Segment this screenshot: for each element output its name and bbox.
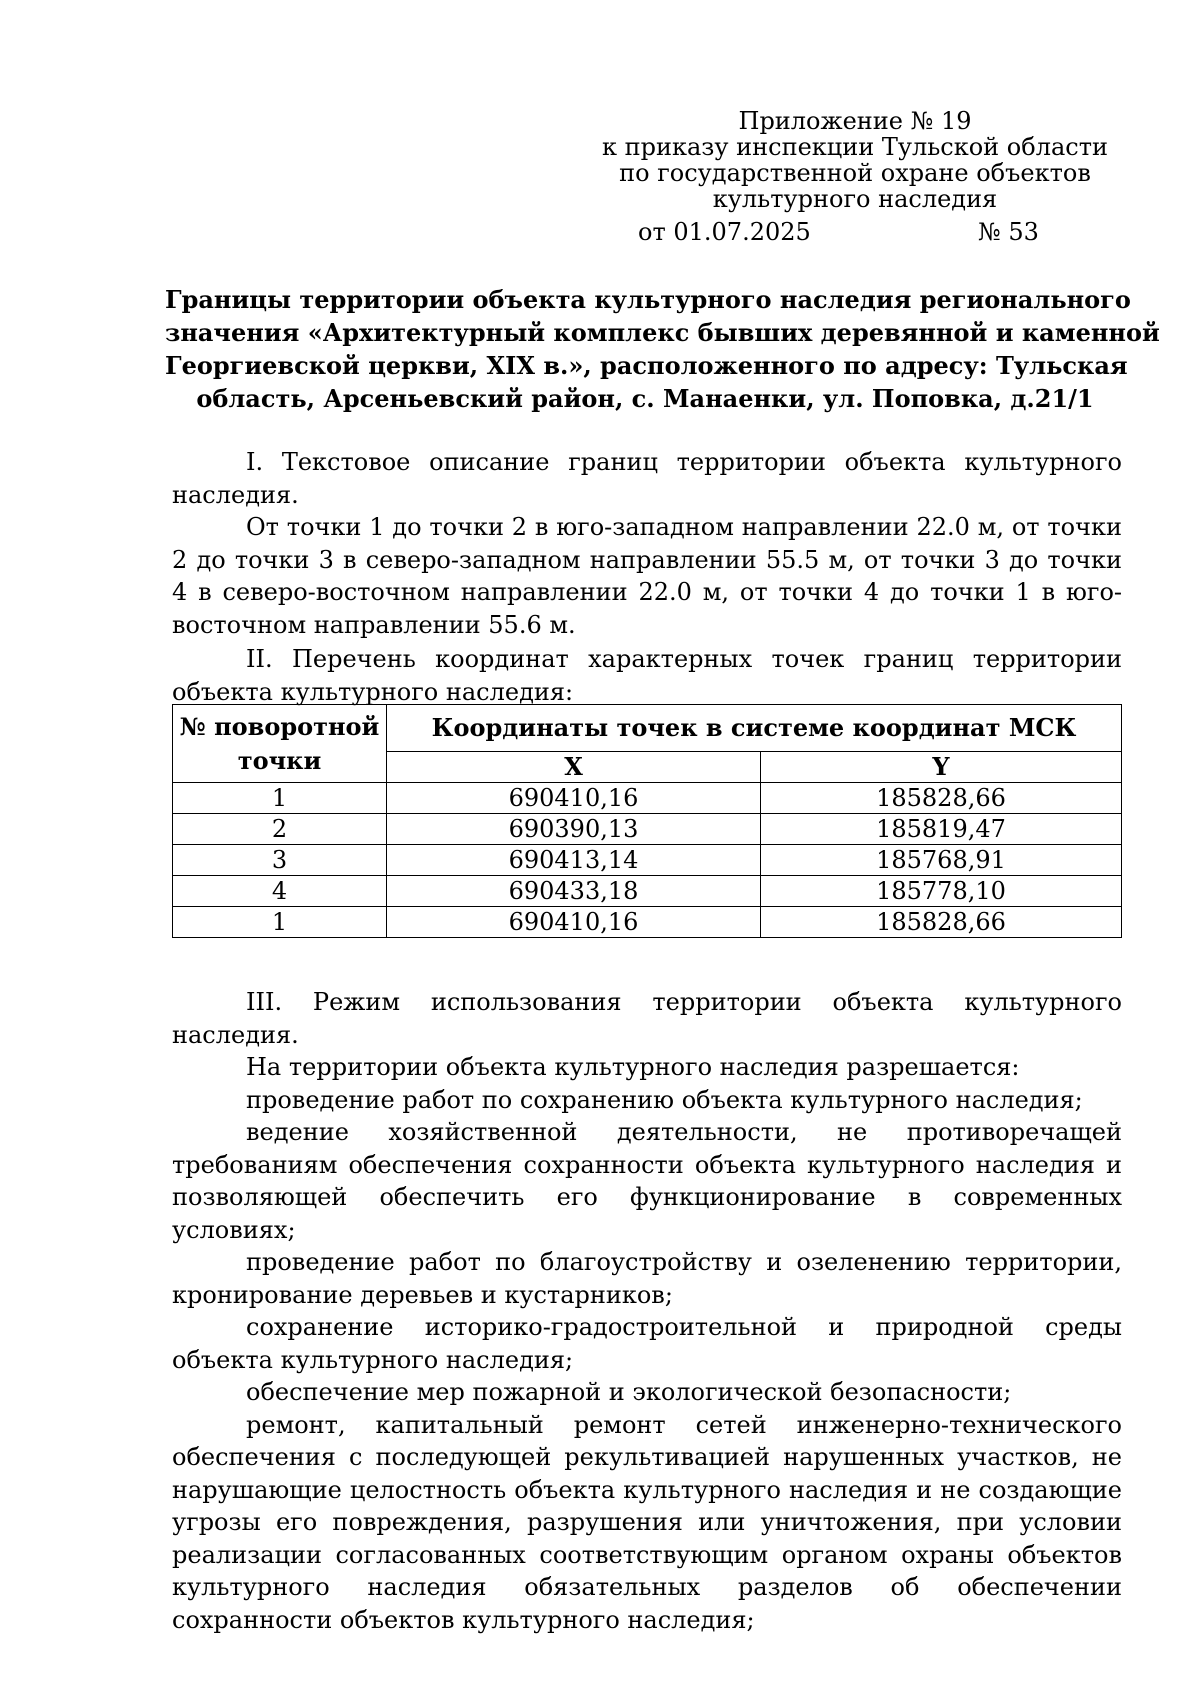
table-row	[173, 845, 1122, 876]
table-row	[173, 814, 1122, 845]
section-usage-regime	[172, 986, 1122, 1636]
cell-point: 4	[173, 876, 387, 907]
section-paragraph: На территории объекта культурного наследия разрешается:	[246, 1053, 1020, 1081]
document-title	[165, 283, 1160, 415]
section-paragraph: ведение хозяйственной деятельности, не противоречащей требованиям обеспечения сохранности объекта культурного наследия и позволяющей обеспечить его функционирование в современных условиях;	[172, 1118, 1122, 1244]
coordinates-table	[172, 704, 1122, 938]
section-heading: III. Режим использования территории объекта культурного наследия.	[172, 988, 1122, 1049]
appendix-line: по государственной охране объектов	[619, 159, 1091, 187]
cell-point: 1	[173, 907, 387, 938]
section-text-description	[172, 446, 1122, 641]
section-heading: II. Перечень координат характерных точек границ территории объекта культурного наследия:	[172, 645, 1122, 706]
title-line: Георгиевской церкви, XIX в.», расположенного по адресу: Тульская	[165, 351, 1128, 380]
table-header-x: X	[387, 752, 761, 783]
section-paragraph: ремонт, капитальный ремонт сетей инженерно-технического обеспечения с последующей рекультивацией нарушенных участков, не нарушающие целостность объекта культурного наследия и не создающие угрозы его повреждения, разрушения или уничтожения, при условии реализации согласованных соответствующим органом охраны объектов культурного наследия обязательных разделов об обеспечении сохранности объектов культурного наследия;	[172, 1410, 1122, 1634]
table-header-point: № поворотной точки	[173, 705, 387, 783]
appendix-block	[595, 108, 1115, 212]
appendix-line: культурного наследия	[712, 185, 998, 213]
table-row	[173, 876, 1122, 907]
order-number: № 53	[978, 218, 1039, 246]
cell-point: 2	[173, 814, 387, 845]
table-header-coords: Координаты точек в системе координат МСК	[387, 705, 1122, 752]
section-paragraph: обеспечение мер пожарной и экологической безопасности;	[246, 1378, 1012, 1406]
title-line: значения «Архитектурный комплекс бывших деревянной и каменной	[165, 318, 1160, 347]
cell-x: 690390,13	[387, 814, 761, 845]
section-paragraph: проведение работ по сохранению объекта культурного наследия;	[246, 1085, 1083, 1114]
appendix-line: к приказу инспекции Тульской области	[602, 133, 1108, 161]
table-row	[173, 783, 1122, 814]
table-row	[173, 907, 1122, 938]
section-paragraph: От точки 1 до точки 2 в юго-западном направлении 22.0 м, от точки 2 до точки 3 в северо-западном направлении 55.5 м, от точки 3 до точки 4 в северо-восточном направлении 22.0 м, от точки 4 до точки 1 в юго-восточном направлении 55.6 м.	[172, 513, 1122, 639]
cell-y: 185828,66	[761, 783, 1122, 814]
cell-point: 3	[173, 845, 387, 876]
cell-y: 185819,47	[761, 814, 1122, 845]
table-header-y: Y	[761, 752, 1122, 783]
section-paragraph: сохранение историко-градостроительной и природной среды объекта культурного наследия;	[172, 1313, 1122, 1374]
cell-y: 185778,10	[761, 876, 1122, 907]
cell-point: 1	[173, 783, 387, 814]
title-line: Границы территории объекта культурного наследия регионального	[165, 285, 1131, 314]
section-paragraph: проведение работ по благоустройству и озеленению территории, кронирование деревьев и кустарников;	[172, 1248, 1122, 1309]
title-line: область, Арсеньевский район, с. Манаенки, ул. Поповка, д.21/1	[196, 384, 1094, 413]
cell-y: 185768,91	[761, 845, 1122, 876]
section-coordinates-list	[172, 643, 1122, 708]
cell-x: 690410,16	[387, 907, 761, 938]
appendix-line: Приложение № 19	[738, 107, 972, 135]
section-heading: I. Текстовое описание границ территории объекта культурного наследия.	[172, 448, 1122, 509]
cell-x: 690410,16	[387, 783, 761, 814]
cell-x: 690413,14	[387, 845, 761, 876]
cell-x: 690433,18	[387, 876, 761, 907]
order-date: от 01.07.2025	[638, 218, 811, 246]
cell-y: 185828,66	[761, 907, 1122, 938]
